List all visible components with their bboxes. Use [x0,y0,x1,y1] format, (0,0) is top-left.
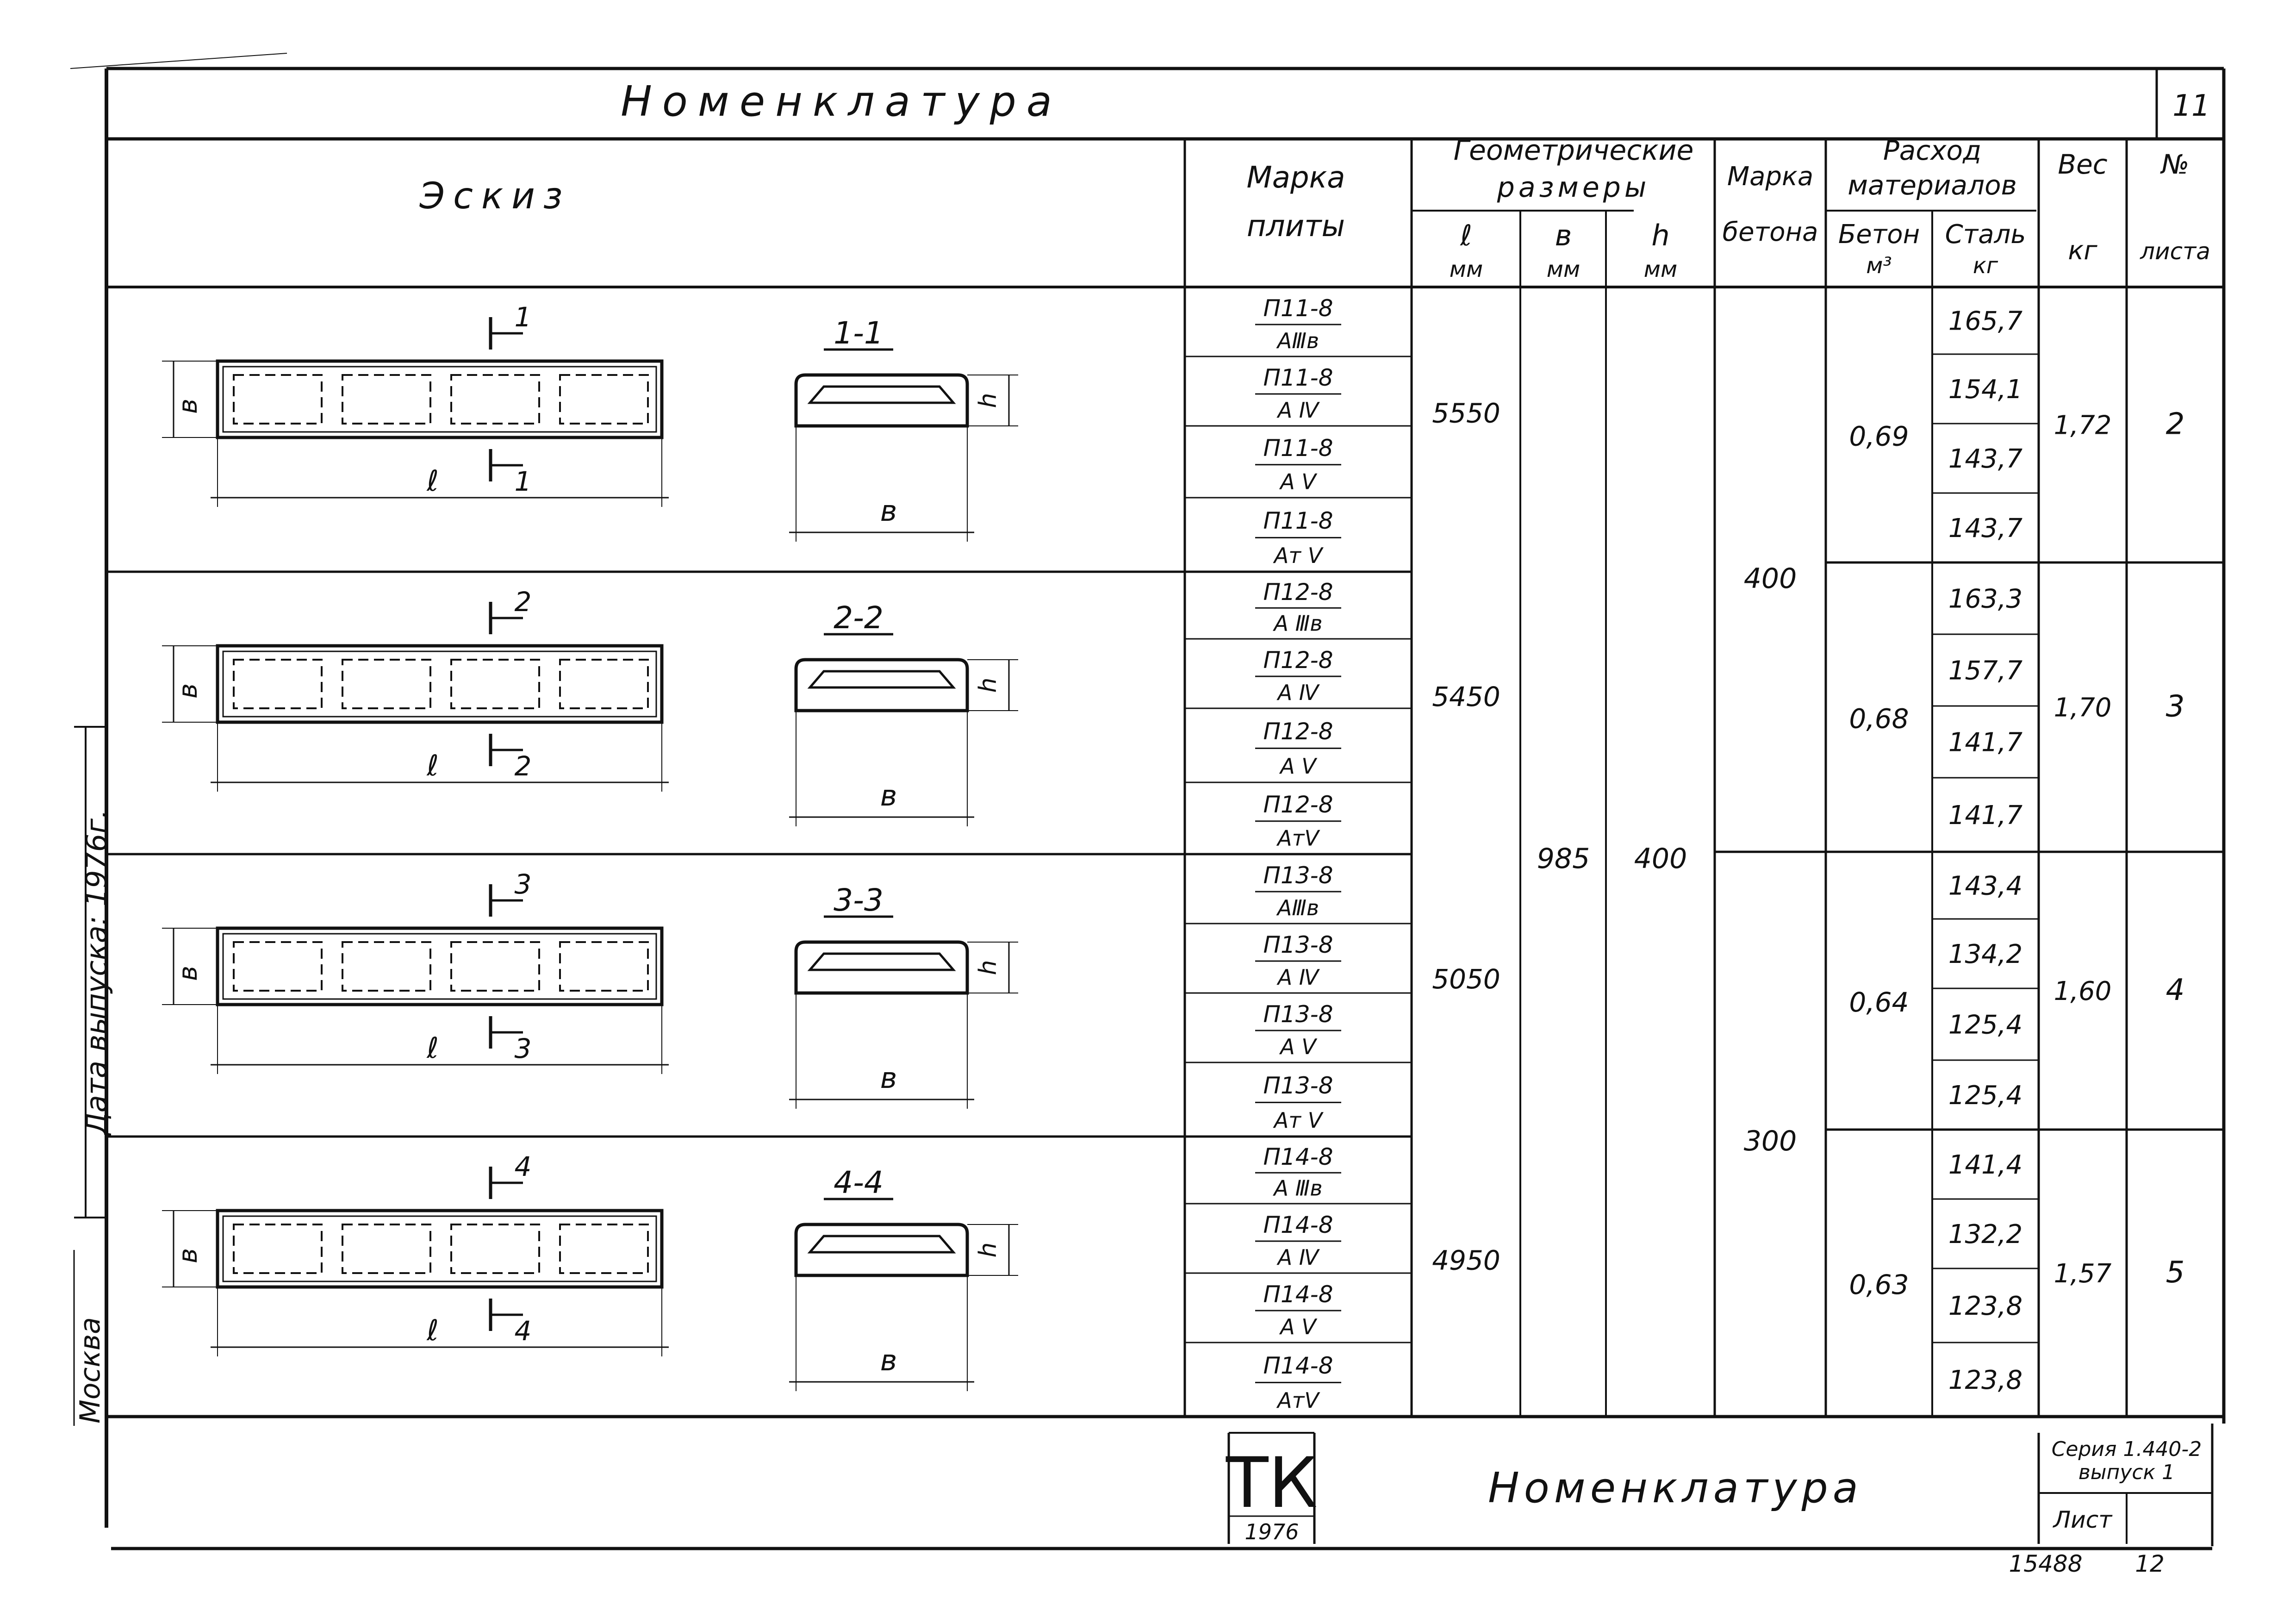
header-mark-1: Марка [1246,161,1345,195]
length-value: 5550 [1432,397,1500,429]
section-void [810,1236,953,1252]
steel-value: 143,7 [1948,513,2023,543]
void-dashed [342,660,430,708]
tk-year: 1976 [1244,1519,1299,1544]
mark-name: П13-8 [1263,1001,1333,1028]
label-b-section: в [880,1061,897,1095]
steel-value: 163,3 [1948,584,2023,614]
mark-rebar: АтⅤ [1277,825,1319,851]
label-h: h [974,393,1002,408]
void-dashed [234,660,322,708]
mark-rebar: А Ⅴ [1280,1314,1316,1339]
void-dashed [342,1224,430,1273]
header-grade-2: бетона [1722,217,1818,247]
page-number: 11 [2172,89,2210,123]
weight-value: 1,57 [2053,1259,2112,1289]
steel-value: 134,2 [1948,939,2023,969]
mark-name: П12-8 [1263,647,1333,674]
mark-rebar: Ат Ⅴ [1274,1107,1323,1133]
label-b-section: в [880,779,897,812]
mark-rebar: АⅢв [1277,895,1319,920]
section-number-top: 3 [514,868,532,900]
slab-plan-outline [218,361,662,437]
mark-rebar: А Ⅴ [1280,469,1316,494]
sheet-value: 5 [2165,1255,2185,1290]
mark-rebar: АⅢв [1277,328,1319,353]
steel-value: 141,4 [1948,1150,2023,1180]
steel-value: 123,8 [1948,1365,2023,1395]
shared-width: 985 [1537,843,1590,875]
label-h: h [974,1242,1002,1258]
void-dashed [234,1224,322,1273]
concrete-value: 0,63 [1849,1269,1909,1300]
header-dim-l-1: ℓ [1460,219,1472,252]
weight-value: 1,72 [2053,410,2112,441]
mark-name: П11-8 [1263,295,1333,322]
steel-value: 154,1 [1948,375,2023,405]
steel-value: 123,8 [1948,1291,2023,1321]
archive-number: 15488 [2009,1550,2083,1577]
void-dashed [451,1224,539,1273]
section-title: 4-4 [834,1165,884,1200]
mark-name: П12-8 [1263,791,1333,818]
label-b: в [173,965,203,981]
steel-value: 143,4 [1948,871,2023,901]
mark-rebar: Ат Ⅴ [1274,543,1323,568]
tk-logo: ТК [1226,1443,1318,1524]
label-h: h [974,960,1002,975]
section-void [810,387,953,403]
sketch-layer [162,301,1018,1391]
section-number-bottom: 1 [514,466,532,497]
section-title: 3-3 [834,882,884,918]
mark-name: П14-8 [1263,1143,1333,1170]
label-l: ℓ [427,464,439,498]
sheet-value: 3 [2165,689,2185,724]
header-sketch: Эскиз [419,175,571,217]
weight-value: 1,70 [2053,693,2112,723]
label-l: ℓ [427,1031,439,1065]
steel-value: 143,7 [1948,444,2023,474]
steel-value: 165,7 [1948,306,2023,337]
header-concrete-2: м³ [1866,253,1892,279]
concrete-value: 0,69 [1849,420,1909,452]
slab-plan-outline [218,1211,662,1287]
section-profile [796,375,967,426]
steel-value: 132,2 [1948,1219,2023,1249]
label-b: в [173,1248,203,1264]
mark-name: П14-8 [1263,1212,1333,1238]
section-number-bottom: 3 [514,1033,532,1064]
void-dashed [560,375,648,424]
header-sheetno-1: № [2161,149,2190,180]
slab-plan-outline [218,928,662,1005]
header-dim-b-1: в [1555,219,1572,252]
void-dashed [342,375,430,424]
section-title: 2-2 [834,600,884,636]
void-dashed [560,942,648,991]
mark-name: П13-8 [1263,931,1333,958]
slab-plan-outline [218,646,662,722]
header-concrete-1: Бетон [1838,219,1920,250]
slab-plan-inner [223,651,656,717]
mark-name: П11-8 [1263,364,1333,391]
header-dim-h-2: мм [1643,256,1678,282]
label-b-section: в [880,494,897,528]
side-city-label: Москва [74,1317,106,1424]
mark-name: П14-8 [1263,1281,1333,1308]
shared-height: 400 [1634,843,1687,875]
header-geom-1: Геометрические [1453,134,1694,167]
void-dashed [451,660,539,708]
section-number-top: 1 [514,301,532,333]
mark-name: П14-8 [1263,1352,1333,1380]
mark-rebar: А Ⅳ [1277,965,1319,990]
section-number-top: 2 [514,586,532,618]
label-b: в [173,398,203,414]
slab-plan-inner [223,367,656,432]
mark-rebar: А Ⅴ [1280,1034,1316,1059]
series-line-1: Серия 1.440-2 [2051,1437,2202,1461]
mark-name: П12-8 [1263,718,1333,745]
mark-rebar: А Ⅳ [1277,680,1319,705]
concrete-value: 0,64 [1849,987,1909,1018]
grade-400: 400 [1743,562,1797,595]
sheet-title: Номенклатура [621,77,1062,126]
title-block-title: Номенклатура [1488,1464,1863,1512]
sheet-value: 2 [2165,407,2185,442]
mark-name: П13-8 [1263,1072,1333,1099]
section-profile [796,942,967,993]
header-steel-1: Сталь [1945,219,2026,250]
steel-value: 157,7 [1948,656,2023,686]
frame-lines [70,53,2224,1549]
steel-value: 141,7 [1948,727,2023,758]
section-void [810,954,953,970]
void-dashed [234,375,322,424]
header-weight-1: Вес [2058,149,2108,180]
bottom-page-number: 12 [2135,1550,2165,1577]
void-dashed [560,660,648,708]
void-dashed [234,942,322,991]
steel-value: 125,4 [1948,1010,2023,1040]
side-date-label: Дата выпуска: 1976г. [80,809,113,1135]
header-sheetno-2: листа [2140,238,2210,265]
void-dashed [451,942,539,991]
header-materials-1: Расход [1883,135,1982,166]
length-value: 5450 [1432,681,1500,712]
slab-plan-inner [223,934,656,999]
mark-rebar: АтⅤ [1277,1387,1319,1413]
header-grade-1: Марка [1727,162,1814,192]
header-dim-b-2: мм [1546,256,1580,282]
mark-rebar: А Ⅲв [1274,1175,1323,1201]
section-profile [796,660,967,711]
section-number-bottom: 4 [514,1315,532,1347]
header-geom-2: размеры [1497,171,1650,204]
label-l: ℓ [427,1313,439,1347]
mark-name: П11-8 [1263,435,1333,462]
header-dim-l-2: мм [1449,256,1483,282]
section-title: 1-1 [834,315,884,351]
label-b-section: в [880,1343,897,1377]
grade-300: 300 [1743,1125,1797,1157]
section-profile [796,1224,967,1275]
mark-name: П13-8 [1263,862,1333,889]
header-materials-2: материалов [1848,169,2017,201]
length-value: 4950 [1432,1244,1500,1276]
section-void [810,671,953,687]
section-number-top: 4 [514,1151,532,1182]
length-value: 5050 [1432,963,1500,995]
slab-plan-inner [223,1216,656,1281]
mark-rebar: А Ⅲв [1274,611,1323,636]
steel-value: 141,7 [1948,800,2023,831]
label-h: h [974,677,1002,693]
label-b: в [173,683,203,699]
mark-rebar: А Ⅴ [1280,753,1316,779]
label-l: ℓ [427,749,439,782]
series-line-2: выпуск 1 [2078,1461,2175,1484]
void-dashed [451,375,539,424]
steel-value: 125,4 [1948,1081,2023,1111]
mark-name: П11-8 [1263,507,1333,535]
mark-rebar: А Ⅳ [1277,398,1319,423]
sheet-value: 4 [2165,973,2185,1007]
mark-name: П12-8 [1263,578,1333,606]
mark-rebar: А Ⅳ [1277,1245,1319,1270]
header-steel-2: кг [1972,253,1998,279]
sheet-label: Лист [2053,1506,2112,1533]
void-dashed [560,1224,648,1273]
header-dim-h-1: h [1651,219,1670,252]
section-number-bottom: 2 [514,750,532,782]
concrete-value: 0,68 [1849,703,1909,735]
header-mark-2: плиты [1246,209,1345,244]
weight-value: 1,60 [2053,976,2112,1006]
header-weight-2: кг [2068,236,2097,266]
void-dashed [342,942,430,991]
